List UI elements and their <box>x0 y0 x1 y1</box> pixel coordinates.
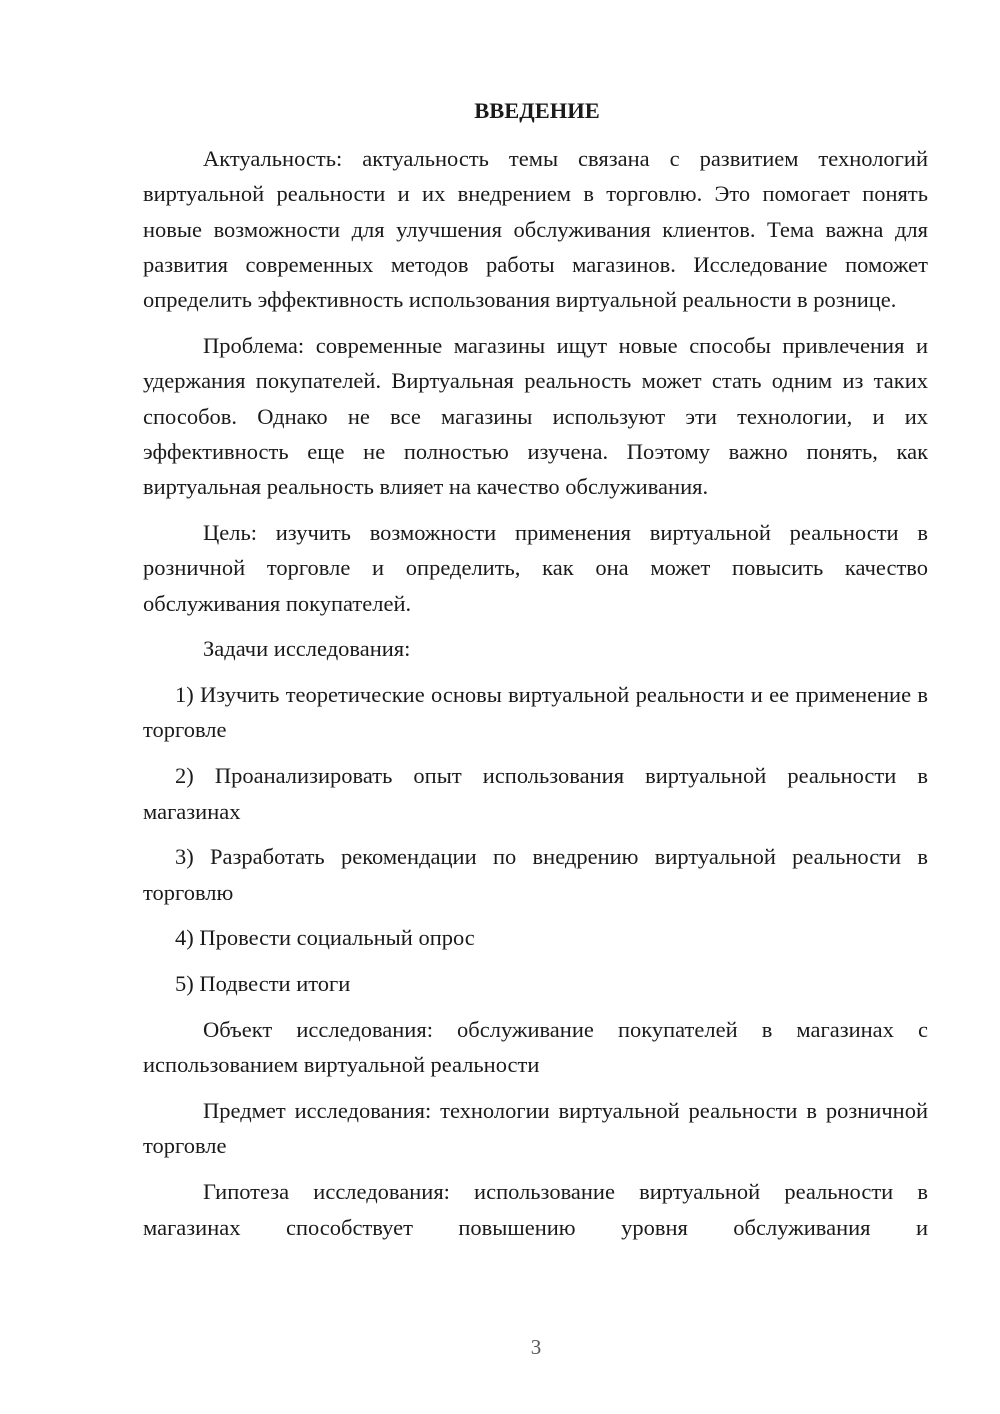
page-number: 3 <box>530 1335 542 1359</box>
paragraph-tasks-heading: Задачи исследования: <box>203 636 411 662</box>
task-item-1: 1) Изучить теоретические основы виртуальной реальности и ее применение в торговле <box>143 682 928 743</box>
paragraph-goal: Цель: изучить возможности применения виртуальной реальности в розничной торговле и определить, как она может повысить качество обслуживания покупателей. <box>143 519 928 616</box>
paragraph-problem: Проблема: современные магазины ищут новые способы привлечения и удержания покупателей. Виртуальная реальность может стать одним из таких способов. Однако не все магазины используют эти технологии, и их эффективность еще не полностью изучена. Поэтому важно понять, как виртуальная реальность влияет на качество обслуживания. <box>143 332 928 500</box>
task-item-4: 4) Провести социальный опрос <box>175 925 475 951</box>
task-item-2: 2) Проанализировать опыт использования виртуальной реальности в магазинах <box>143 763 928 824</box>
paragraph-relevance: Актуальность: актуальность темы связана с развитием технологий виртуальной реальности и их внедрением в торговлю. Это помогает понять новые возможности для улучшения обслуживания клиентов. Тема важна для развития современных методов работы магазинов. Исследование поможет определить эффективность использования виртуальной реальности в рознице. <box>143 146 928 313</box>
paragraph-hypothesis: Гипотеза исследования: использование виртуальной реальности в магазинах способствует повышению уровня обслуживания и <box>143 1179 928 1240</box>
section-title: ВВЕДЕНИЕ <box>474 98 600 123</box>
task-item-5: 5) Подвести итоги <box>175 971 351 997</box>
paragraph-object: Объект исследования: обслуживание покупателей в магазинах с использованием виртуальной реальности <box>143 1017 928 1078</box>
body-text <box>143 141 928 1245</box>
paragraph-subject: Предмет исследования: технологии виртуальной реальности в розничной торговле <box>143 1098 928 1159</box>
task-item-3: 3) Разработать рекомендации по внедрению виртуальной реальности в торговлю <box>143 844 928 905</box>
